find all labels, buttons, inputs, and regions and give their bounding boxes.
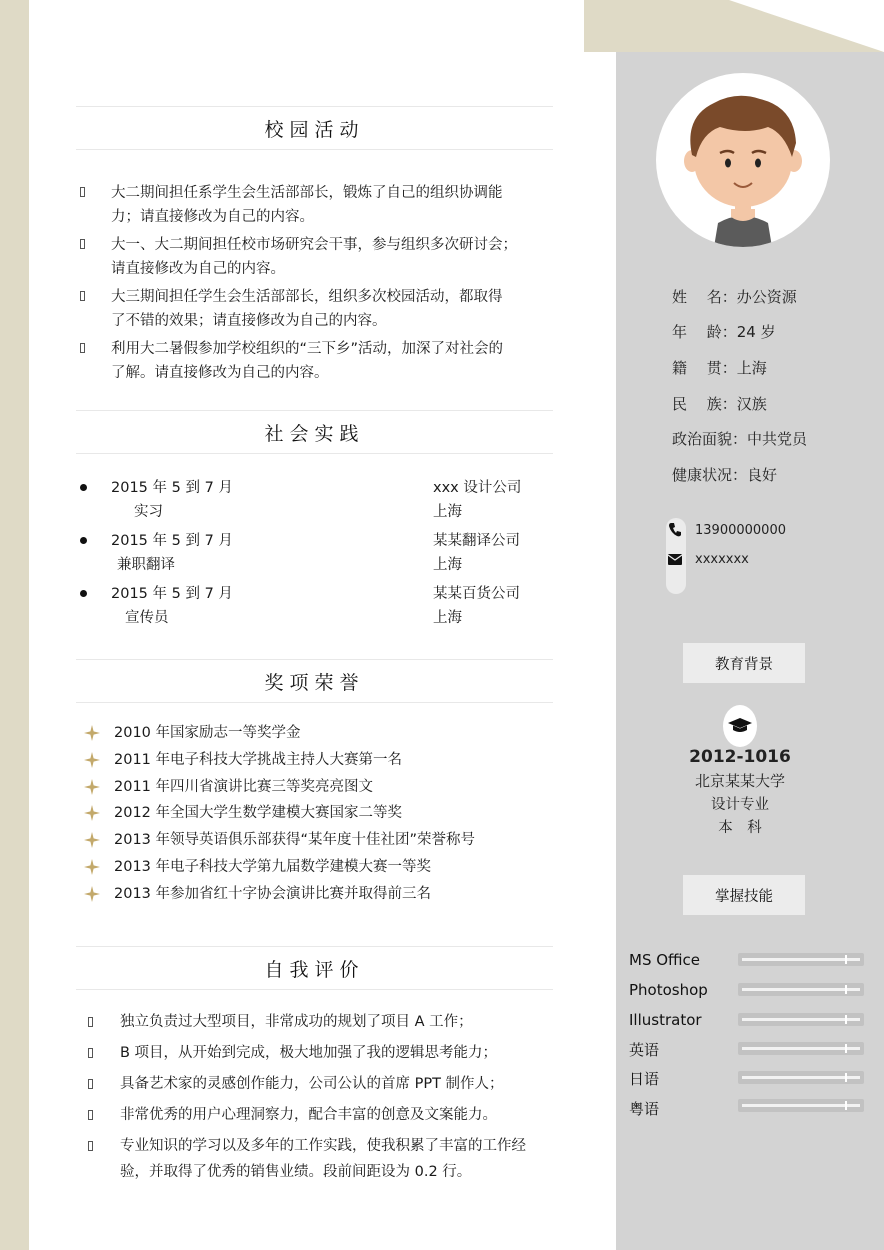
graduation-cap-badge [723,705,757,747]
skill-bar [738,953,864,966]
star-icon [84,752,100,768]
star-icon [84,886,100,902]
profile-age: 年 龄：24 岁 [672,323,776,341]
phone-icon [668,522,682,538]
skill-level-marker [845,955,847,964]
skill-level-marker [845,1015,847,1024]
skill-label: Photoshop [629,981,708,999]
bullet-dot-icon [80,590,87,597]
profile-health: 健康状况：良好 [672,466,778,484]
bullet-icon [80,291,85,301]
list-item: 2012 年全国大学生数学建模大赛国家二等奖 [84,801,475,828]
self-eval-list [80,1009,560,1190]
graduation-cap-icon [727,717,753,735]
star-icon [84,805,100,821]
education-school: 北京某某大学 [694,772,785,790]
bullet-icon [88,1141,93,1151]
star-icon [84,859,100,875]
star-icon [84,725,100,741]
practice-item: 2015 年 5 到 7 月 宣传员 某某百货公司 上海 [80,582,550,632]
list-item: B 项目，从开始到完成，极大地加强了我的逻辑思考能力； [80,1040,560,1066]
profile-name: 姓 名：办公资源 [672,288,797,306]
skill-level-marker [845,1073,847,1082]
skill-bar [738,1099,864,1112]
education-section-label: 教育背景 [683,643,805,683]
list-item: 独立负责过大型项目，非常成功的规划了项目 A 工作； [80,1009,560,1035]
list-item: 2010 年国家励志一等奖学金 [84,721,475,748]
bullet-icon [88,1017,93,1027]
mail-icon [668,554,682,565]
skill-bar [738,983,864,996]
skill-label: MS Office [629,951,701,969]
skill-bar [738,1071,864,1084]
cartoon-avatar-icon [656,73,830,247]
skill-label: 英语 [629,1041,660,1059]
education-major: 设计专业 [711,797,769,813]
contact-email: xxxxxxx [668,552,749,567]
list-item: 大三期间担任学生会生活部部长，组织多次校园活动，都取得 了不错的效果；请直接修改为自己的内容。 [80,285,560,333]
list-item: 2011 年四川省演讲比赛三等奖亮亮图文 [84,775,475,802]
education-degree: 本 科 [718,820,762,836]
skill-level-marker [845,1101,847,1110]
skill-level-marker [845,1044,847,1053]
profile-politics: 政治面貌：中共党员 [672,430,808,448]
list-item: 非常优秀的用户心理洞察力，配合丰富的创意及文案能力。 [80,1102,560,1128]
list-item: 利用大二暑假参加学校组织的“三下乡”活动，加深了对社会的 了解。请直接修改为自己的内容。 [80,337,560,385]
list-item: 大一、大二期间担任校市场研究会干事，参与组织多次研讨会； 请直接修改为自己的内容。 [80,233,560,281]
bullet-dot-icon [80,484,87,491]
bullet-dot-icon [80,537,87,544]
star-icon [84,832,100,848]
list-item: 2013 年电子科技大学第九届数学建模大赛一等奖 [84,855,475,882]
skills-section-label: 掌握技能 [683,875,805,915]
bullet-icon [88,1110,93,1120]
top-right-accent [584,0,884,52]
star-icon [84,779,100,795]
contact-phone: 13900000000 [668,522,786,538]
section-title-practice: 社会实践 [76,410,553,454]
skill-bar [738,1042,864,1055]
profile-ethnicity: 民 族：汉族 [672,395,767,413]
bullet-icon [80,187,85,197]
skill-label: 粤语 [629,1100,660,1118]
practice-item: 2015 年 5 到 7 月 实习 xxx 设计公司 上海 [80,476,550,526]
profile-origin: 籍 贯：上海 [672,359,767,377]
practice-item: 2015 年 5 到 7 月 兼职翻译 某某翻译公司 上海 [80,529,550,579]
section-title-campus: 校园活动 [76,106,553,150]
education-period: 2012-1016 [689,747,791,767]
skill-bar [738,1013,864,1026]
awards-list [84,721,475,909]
skill-level-marker [845,985,847,994]
bullet-icon [80,343,85,353]
list-item: 大二期间担任系学生会生活部部长，锻炼了自己的组织协调能 力；请直接修改为自己的内容。 [80,181,560,229]
campus-list [80,181,560,389]
skill-label: 日语 [629,1070,660,1088]
list-item: 2013 年参加省红十字协会演讲比赛并取得前三名 [84,882,475,909]
section-title-awards: 奖项荣誉 [76,659,553,703]
bullet-icon [88,1079,93,1089]
list-item: 专业知识的学习以及多年的工作实践，使我积累了丰富的工作经 验，并取得了优秀的销售业绩。段前间距设为 0.2 行。 [80,1133,560,1185]
left-accent-strip [0,0,29,1250]
list-item: 2013 年领导英语俱乐部获得“某年度十佳社团”荣誉称号 [84,828,475,855]
list-item: 2011 年电子科技大学挑战主持人大赛第一名 [84,748,475,775]
bullet-icon [80,239,85,249]
avatar [656,73,830,247]
skill-label: Illustrator [629,1011,702,1029]
list-item: 具备艺术家的灵感创作能力，公司公认的首席 PPT 制作人； [80,1071,560,1097]
bullet-icon [88,1048,93,1058]
section-title-self-eval: 自我评价 [76,946,553,990]
